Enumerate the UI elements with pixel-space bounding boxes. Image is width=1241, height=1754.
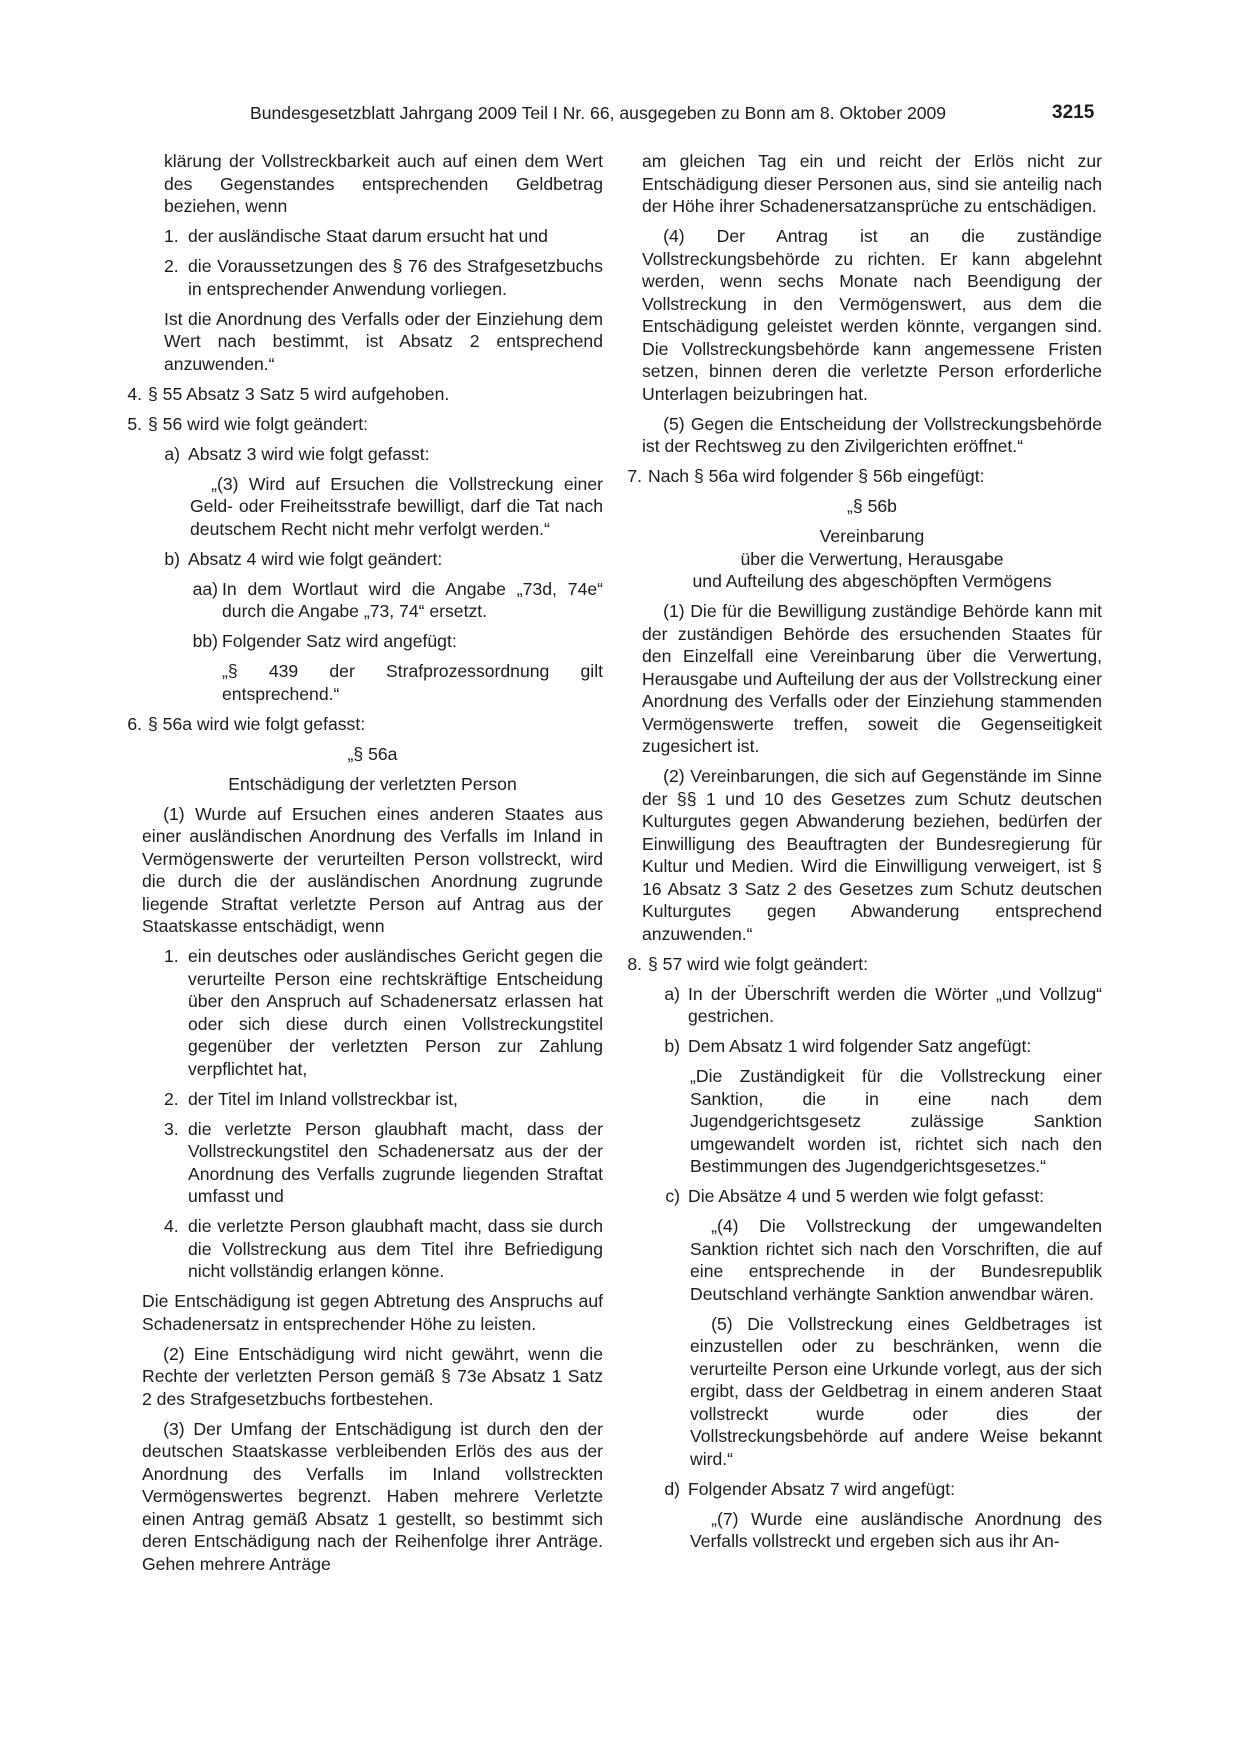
section-title-line: Vereinbarung	[819, 526, 925, 546]
item-number: 4.	[127, 383, 142, 404]
paragraph: Die Entschädigung ist gegen Abtretung des Anspruchs auf Schadenersatz in entsprechender Höhe zu leisten.	[142, 1291, 603, 1334]
section-title: Entschädigung der verletzten Person	[228, 773, 517, 794]
paragraph: (3) Der Umfang der Entschädigung ist durch den der deutschen Staatskasse verbleibenden Erlös des aus der Anordnung des Verfalls im Inland vollstreckten Vermögenswertes begrenzt. Haben mehrere Verletzte einen Antrag gemäß Absatz 1 gestellt, so bestimmt sich deren Entschädigung nach der Reihenfolge ihrer Anträge. Gehen mehrere Anträge	[142, 1418, 603, 1574]
sub-item	[164, 443, 603, 466]
amendment-item	[127, 383, 603, 406]
list-item	[164, 1118, 603, 1208]
quoted-text: (5) Die Vollstreckung eines Geldbetrages ist einzustellen oder zu beschränken, wenn die verurteilte Person eine Urkunde vorlegt, aus der sich ergibt, dass der Geldbetrag in einem anderen Staat vollstreckt wurde oder dies der Vollstreckungsbehörde auf andere Weise bekannt wird.“	[690, 1313, 1102, 1469]
item-number: 2.	[164, 256, 179, 276]
paragraph: (4) Der Antrag ist an die zuständige Vollstreckungsbehörde zu richten. Er kann abgelehnt werden, wenn sechs Monate nach Beendigung der Vollstreckung in den Vermögenswert, aus dem die Entschädigung geleistet werden könnte, vergangen sind. Die Vollstreckungsbehörde kann angemessene Fristen setzen, binnen deren die verletzte Person erforderliche Unterlagen beizubringen hat.	[642, 226, 1102, 404]
item-text: Dem Absatz 1 wird folgender Satz angefügt:	[688, 1036, 1032, 1056]
section-title-line: über die Verwertung, Herausgabe	[740, 548, 1004, 569]
sub-sub-item	[190, 578, 603, 623]
sub-sub-item	[190, 630, 603, 653]
item-text: Absatz 4 wird wie folgt geändert:	[188, 548, 443, 569]
quoted-text: „(4) Die Vollstreckung der umgewandelten Sanktion richtet sich nach den Vorschriften, die auf eine entsprechende in der Bundesrepublik Deutschland verhängte Sanktion anwendbar wären.	[690, 1216, 1102, 1304]
list-item	[164, 1215, 603, 1283]
paragraph: klärung der Vollstreckbarkeit auch auf einen dem Wert des Gegenstandes entsprechenden Geldbetrag beziehen, wenn	[164, 151, 603, 216]
item-text: In dem Wortlaut wird die Angabe „73d, 74e“ durch die Angabe „73, 74“ ersetzt.	[222, 578, 603, 621]
item-text: Folgender Satz wird angefügt:	[222, 631, 457, 651]
item-text: die verletzte Person glaubhaft macht, dass der Vollstreckungstitel den Schadenersatz aus der der Anordnung des Verfalls zugrunde liegenden Straftat umfasst und	[188, 1118, 603, 1206]
section-number: „§ 56a	[347, 743, 398, 764]
paragraph: (5) Gegen die Entscheidung der Vollstreckungsbehörde ist der Rechtsweg zu den Zivilgerichten eröffnet.“	[642, 413, 1102, 456]
item-text: die Voraussetzungen des § 76 des Strafgesetzbuchs in entsprechender Anwendung vorliegen.	[188, 256, 603, 299]
sub-item	[164, 548, 603, 571]
item-number: 2.	[164, 1088, 179, 1109]
item-letter: aa)	[192, 578, 218, 599]
item-text: Nach § 56a wird folgender § 56b eingefügt:	[648, 466, 985, 486]
section-title	[642, 525, 1102, 593]
item-text: die verletzte Person glaubhaft macht, dass sie durch die Vollstreckung aus dem Titel ihre Befriedigung nicht vollständig erlangen könne.	[188, 1216, 603, 1281]
item-letter: b)	[164, 548, 180, 569]
item-letter: bb)	[192, 631, 218, 651]
item-number: 8.	[627, 953, 642, 974]
quoted-text: „(7) Wurde eine ausländische Anordnung des Verfalls vollstreckt und ergeben sich aus ihr An-	[690, 1508, 1102, 1551]
item-text: § 57 wird wie folgt geändert:	[648, 953, 869, 974]
page-number: 3215	[1052, 102, 1095, 123]
item-text: § 56 wird wie folgt geändert:	[148, 413, 369, 434]
section-number: „§ 56b	[847, 496, 897, 516]
paragraph: (2) Vereinbarungen, die sich auf Gegenstände im Sinne der §§ 1 und 10 des Gesetzes zum Schutz deutschen Kulturgutes gegen Abwanderung beziehen, bedürfen der Einwilligung des Beauftragten der Bundesregierung für Kultur und Medien. Wird die Einwilligung verweigert, ist § 16 Absatz 3 Satz 2 des Gesetzes zum Schutz deutschen Kulturgutes gegen Abwanderung entsprechend anzuwenden.“	[642, 766, 1102, 944]
quoted-text: „(3) Wird auf Ersuchen die Vollstreckung einer Geld- oder Freiheitsstrafe bewilligt, darf die Tat nach deutschem Recht nicht mehr verfolgt werden.“	[190, 473, 603, 539]
list-item	[164, 945, 603, 1080]
item-text: ein deutsches oder ausländisches Gericht gegen die verurteilte Person eine rechtskräftige Entscheidung über den Anspruch auf Schadenersatz erlassen hat oder sich diese durch einen Vollstreckungstitel gegenüber der verletzten Person zur Zahlung verpflichtet hat,	[188, 946, 603, 1079]
item-number: 5.	[127, 413, 142, 434]
paragraph: am gleichen Tag ein und reicht der Erlös nicht zur Entschädigung dieser Personen aus, sind sie anteilig nach der Höhe ihrer Schadenersatzansprüche zu entschädigen.	[642, 151, 1102, 216]
amendment-item	[127, 713, 603, 736]
item-number: 1.	[164, 226, 179, 246]
amendment-item	[127, 413, 603, 436]
item-number: 7.	[627, 466, 642, 486]
item-letter: a)	[164, 443, 180, 464]
list-item	[164, 1088, 603, 1111]
item-letter: b)	[664, 1036, 680, 1056]
quoted-text: „§ 439 der Strafprozessordnung gilt entsprechend.“	[222, 661, 603, 704]
item-text: In der Überschrift werden die Wörter „und Vollzug“ gestrichen.	[688, 983, 1102, 1026]
page-header	[0, 98, 1241, 128]
sub-item	[664, 1478, 1102, 1501]
amendment-item	[627, 953, 1102, 976]
left-column	[127, 150, 603, 1583]
paragraph: (1) Wurde auf Ersuchen eines anderen Staates aus einer ausländischen Anordnung des Verfalls im Inland in Vermögenswerte der verurteilten Person vollstreckt, wird die durch die der ausländischen Anordnung zugrunde liegende Straftat verletzte Person auf Antrag aus der Staatskasse entschädigt, wenn	[142, 803, 603, 936]
paragraph: Ist die Anordnung des Verfalls oder der Einziehung dem Wert nach bestimmt, ist Absatz 2 entsprechend anzuwenden.“	[164, 308, 603, 374]
amendment-item	[627, 465, 1102, 488]
paragraph: (2) Eine Entschädigung wird nicht gewährt, wenn die Rechte der verletzten Person gemäß § 73e Absatz 1 Satz 2 des Strafgesetzbuchs fortbestehen.	[142, 1343, 603, 1409]
item-letter: d)	[664, 1478, 680, 1499]
item-number: 3.	[164, 1118, 179, 1139]
list-item	[164, 255, 603, 300]
gazette-title: Bundesgesetzblatt Jahrgang 2009 Teil I Nr. 66, ausgegeben zu Bonn am 8. Oktober 2009	[250, 103, 947, 123]
section-title-line: und Aufteilung des abgeschöpften Vermögens	[692, 571, 1052, 591]
item-number: 4.	[164, 1216, 179, 1236]
item-text: § 55 Absatz 3 Satz 5 wird aufgehoben.	[148, 383, 450, 404]
item-text: Folgender Absatz 7 wird angefügt:	[688, 1478, 956, 1499]
item-text: der Titel im Inland vollstreckbar ist,	[188, 1088, 458, 1109]
item-text: der ausländische Staat darum ersucht hat und	[188, 226, 548, 246]
item-number: 6.	[127, 713, 142, 734]
right-column	[627, 150, 1102, 1560]
paragraph: (1) Die für die Bewilligung zuständige Behörde kann mit der zuständigen Behörde des ersuchenden Staates für den Einzelfall eine Vereinbarung über die Verwertung, Herausgabe und Aufteilung der aus der Vollstreckung einer Anordnung des Verfalls oder der Einziehung stammenden Vermögenswerte treffen, soweit die Gegenseitigkeit zugesichert ist.	[642, 601, 1102, 756]
sub-item	[664, 983, 1102, 1028]
item-text: Absatz 3 wird wie folgt gefasst:	[188, 443, 430, 464]
item-letter: c)	[665, 1186, 680, 1206]
item-letter: a)	[664, 983, 680, 1004]
item-text: Die Absätze 4 und 5 werden wie folgt gefasst:	[688, 1186, 1044, 1206]
list-item	[164, 225, 603, 248]
sub-item	[664, 1035, 1102, 1058]
item-number: 1.	[164, 946, 179, 966]
item-text: § 56a wird wie folgt gefasst:	[148, 713, 366, 734]
quoted-text: „Die Zuständigkeit für die Vollstreckung einer Sanktion, die in eine nach dem Jugendgerichtsgesetz zulässige Sanktion umgewandelt worden ist, richtet sich nach den Bestimmungen des Jugendgerichtsgesetzes.“	[690, 1066, 1102, 1176]
sub-item	[664, 1185, 1102, 1208]
